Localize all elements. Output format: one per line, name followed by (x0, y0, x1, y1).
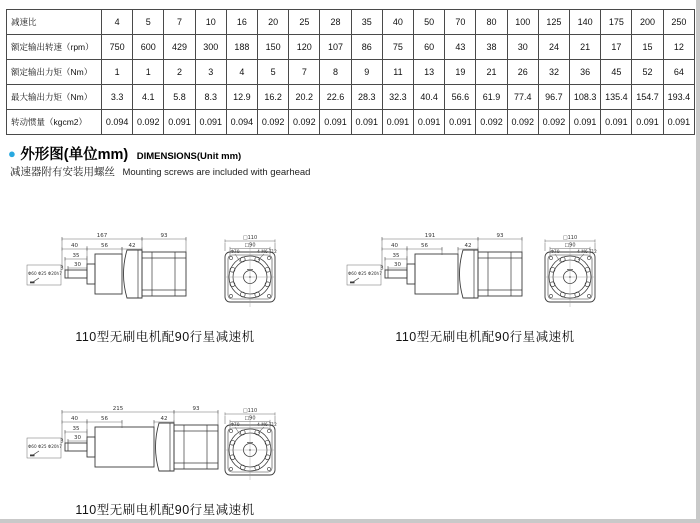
table-cell: 43 (445, 35, 476, 60)
table-cell: 429 (164, 35, 195, 60)
table-cell: 10 (195, 10, 226, 35)
table-cell: 64 (663, 60, 694, 85)
drawing-block-3 (25, 395, 305, 518)
dimension-line (33, 451, 39, 455)
table-cell: 36 (570, 60, 601, 85)
dimension-label: 167 (96, 233, 108, 240)
table-cell: 20.2 (289, 85, 320, 110)
dimension-label: 56 (101, 416, 108, 423)
dimension-label: 40 (391, 243, 398, 250)
dimension-label: 42 (128, 243, 136, 250)
table-row (7, 10, 695, 35)
dimension-label: 35 (72, 426, 80, 433)
table-row (7, 35, 695, 60)
section-title-en: DIMENSIONS(Unit mm) (136, 151, 242, 162)
table-cell: 25 (289, 10, 320, 35)
table-cell: 200 (632, 10, 663, 35)
dimension-label: 40 (71, 243, 78, 250)
dimension-label: 42 (160, 416, 168, 423)
table-cell: 0.091 (382, 110, 413, 135)
table-cell: 16.2 (258, 85, 289, 110)
table-cell: 32.3 (382, 85, 413, 110)
table-cell: 0.091 (164, 110, 195, 135)
motor-body (174, 425, 218, 469)
gearmotor-drawing (25, 395, 305, 499)
table-cell: 125 (538, 10, 569, 35)
screw-holes-label: 4-M6 T12 (577, 249, 597, 254)
table-cell: 4 (226, 60, 257, 85)
table-row (7, 85, 695, 110)
shaft-collar (407, 264, 415, 284)
shaft-diameter-label: Φ60 Φ25 Φ20h7 (348, 271, 382, 276)
screw-holes-label: 4-M6 T12 (257, 249, 277, 254)
table-cell: 0.091 (320, 110, 351, 135)
table-cell: 16 (226, 10, 257, 35)
adapter-flange (124, 250, 143, 298)
table-cell: 11 (382, 60, 413, 85)
dia70-label: Φ70 (230, 250, 240, 255)
row-label: 额定输出力矩（Nm） (7, 60, 102, 85)
dimension-label: 30 (394, 262, 401, 269)
row-label: 最大输出力矩（Nm） (7, 85, 102, 110)
shaft-diameter-label: Φ60 Φ25 Φ20h7 (28, 444, 62, 449)
dimension-label: 42 (464, 243, 472, 250)
drawing-block-1 (25, 222, 305, 345)
dimension-label: 191 (424, 233, 436, 240)
table-cell: 19 (445, 60, 476, 85)
spec-table (6, 9, 695, 135)
dimension-label: 56 (101, 243, 108, 250)
ring-screw-hole (550, 267, 555, 272)
table-cell: 60 (414, 35, 445, 60)
dimension-label: 93 (496, 233, 504, 240)
section-note (10, 162, 310, 180)
table-cell: 135.4 (601, 85, 632, 110)
dimension-label: 215 (112, 406, 124, 413)
table-cell: 0.091 (663, 110, 694, 135)
bullet-icon: ● (8, 146, 16, 161)
table-cell: 80 (476, 10, 507, 35)
gearhead-body (415, 254, 458, 294)
ring-screw-hole (255, 465, 260, 470)
note-en: Mounting screws are included with gearhead (122, 167, 311, 178)
mounting-hole (267, 256, 270, 259)
mounting-hole (587, 256, 590, 259)
ring-screw-hole (585, 267, 590, 272)
table-cell: 108.3 (570, 85, 601, 110)
mounting-hole (587, 294, 590, 297)
table-cell: 17 (601, 35, 632, 60)
dimension-label: 35 (392, 253, 400, 260)
ring-screw-hole (560, 257, 565, 262)
table-cell: 24 (538, 35, 569, 60)
section-header (8, 143, 241, 164)
table-cell: 0.092 (538, 110, 569, 135)
page-edge-bottom (0, 519, 700, 523)
table-cell: 40 (382, 10, 413, 35)
ring-screw-hole (255, 292, 260, 297)
dimension-label: □90 (564, 242, 576, 249)
table-cell: 28 (320, 10, 351, 35)
table-cell: 154.7 (632, 85, 663, 110)
drawing-block-2 (345, 222, 625, 345)
mounting-hole (229, 256, 232, 259)
ring-screw-hole (255, 257, 260, 262)
table-cell: 7 (289, 60, 320, 85)
key-mark (30, 282, 35, 284)
motor-body (142, 252, 186, 296)
table-cell: 12.9 (226, 85, 257, 110)
row-label: 额定输出转速（rpm） (7, 35, 102, 60)
dimension-label: □110 (242, 235, 258, 242)
table-cell: 28.3 (351, 85, 382, 110)
table-cell: 0.092 (133, 110, 164, 135)
mounting-hole (229, 429, 232, 432)
table-cell: 22.6 (320, 85, 351, 110)
table-cell: 0.091 (632, 110, 663, 135)
shaft-collar (87, 437, 95, 457)
table-cell: 7 (164, 10, 195, 35)
table-cell: 175 (601, 10, 632, 35)
note-cn: 减速器附有安装用螺丝 (10, 166, 115, 178)
table-cell: 30 (507, 35, 538, 60)
table-cell: 8 (320, 60, 351, 85)
page-edge-right (696, 0, 700, 523)
gearhead-body (95, 254, 122, 294)
mounting-hole (229, 294, 232, 297)
table-cell: 120 (289, 35, 320, 60)
table-cell: 250 (663, 10, 694, 35)
table-cell: 70 (445, 10, 476, 35)
table-cell: 1 (133, 60, 164, 85)
dia70-label: Φ70 (230, 423, 240, 428)
dimension-label: 3 (380, 265, 384, 272)
table-cell: 15 (632, 35, 663, 60)
table-row (7, 110, 695, 135)
table-cell: 8.3 (195, 85, 226, 110)
section-title-cn: 外形图(单位mm) (20, 147, 129, 163)
table-cell: 188 (226, 35, 257, 60)
ring-screw-hole (240, 257, 245, 262)
table-cell: 38 (476, 35, 507, 60)
table-cell: 61.9 (476, 85, 507, 110)
ring-screw-hole (550, 282, 555, 287)
table-cell: 0.092 (476, 110, 507, 135)
dimension-label: □90 (244, 415, 256, 422)
table-cell: 50 (414, 10, 445, 35)
table-cell: 45 (601, 60, 632, 85)
table-cell: 40.4 (414, 85, 445, 110)
table-cell: 21 (570, 35, 601, 60)
ring-screw-hole (575, 292, 580, 297)
gearmotor-drawing (345, 222, 625, 326)
table-cell: 107 (320, 35, 351, 60)
shaft-diameter-label: Φ60 Φ25 Φ20h7 (28, 271, 62, 276)
dimension-label: □110 (242, 408, 258, 415)
row-label: 减速比 (7, 10, 102, 35)
table-cell: 2 (164, 60, 195, 85)
table-cell: 0.091 (195, 110, 226, 135)
table-cell: 140 (570, 10, 601, 35)
table-cell: 21 (476, 60, 507, 85)
table-cell: 0.094 (102, 110, 133, 135)
dimension-label: 35 (72, 253, 80, 260)
table-cell: 0.092 (507, 110, 538, 135)
table-cell: 20 (258, 10, 289, 35)
table-cell: 32 (538, 60, 569, 85)
motor-body (478, 252, 522, 296)
table-cell: 193.4 (663, 85, 694, 110)
drawing-caption: 110型无刷电机配90行星减速机 (75, 503, 255, 517)
table-cell: 77.4 (507, 85, 538, 110)
table-cell: 5 (258, 60, 289, 85)
dimension-label: 30 (74, 435, 81, 442)
mounting-hole (267, 467, 270, 470)
table-cell: 100 (507, 10, 538, 35)
dimension-label: 93 (192, 406, 200, 413)
key-mark (350, 282, 355, 284)
table-cell: 150 (258, 35, 289, 60)
ring-screw-hole (560, 292, 565, 297)
table-row (7, 60, 695, 85)
table-cell: 12 (663, 35, 694, 60)
adapter-flange (156, 423, 175, 471)
ring-screw-hole (585, 282, 590, 287)
dimension-label: □90 (244, 242, 256, 249)
ring-screw-hole (265, 455, 270, 460)
ring-screw-hole (265, 282, 270, 287)
table-cell: 1 (102, 60, 133, 85)
table-cell: 3.3 (102, 85, 133, 110)
dimension-line (33, 278, 39, 282)
mounting-hole (549, 256, 552, 259)
table-cell: 86 (351, 35, 382, 60)
table-cell: 0.094 (226, 110, 257, 135)
mounting-hole (267, 294, 270, 297)
table-cell: 0.091 (601, 110, 632, 135)
ring-screw-hole (240, 430, 245, 435)
table-cell: 35 (351, 10, 382, 35)
table-cell: 0.092 (289, 110, 320, 135)
table-cell: 0.091 (414, 110, 445, 135)
ring-screw-hole (240, 465, 245, 470)
row-label: 转动惯量（kgcm2） (7, 110, 102, 135)
screw-holes-label: 4-M6 T12 (257, 422, 277, 427)
ring-screw-hole (230, 455, 235, 460)
table-cell: 9 (351, 60, 382, 85)
table-cell: 56.6 (445, 85, 476, 110)
table-cell: 75 (382, 35, 413, 60)
adapter-flange (460, 250, 479, 298)
mounting-hole (229, 467, 232, 470)
table-cell: 0.092 (258, 110, 289, 135)
dimension-label: 3 (60, 438, 64, 445)
table-cell: 750 (102, 35, 133, 60)
table-cell: 600 (133, 35, 164, 60)
ring-screw-hole (230, 282, 235, 287)
dimension-label: □110 (562, 235, 578, 242)
ring-screw-hole (230, 440, 235, 445)
table-cell: 4 (102, 10, 133, 35)
table-cell: 13 (414, 60, 445, 85)
shaft-collar (87, 264, 95, 284)
table-cell: 0.091 (445, 110, 476, 135)
ring-screw-hole (240, 292, 245, 297)
ring-screw-hole (575, 257, 580, 262)
table-cell: 96.7 (538, 85, 569, 110)
table-cell: 0.091 (570, 110, 601, 135)
ring-screw-hole (255, 430, 260, 435)
dimension-label: 40 (71, 416, 78, 423)
table-cell: 5.8 (164, 85, 195, 110)
table-cell: 5 (133, 10, 164, 35)
ring-screw-hole (265, 440, 270, 445)
dimension-label: 3 (60, 265, 64, 272)
dia70-label: Φ70 (550, 250, 560, 255)
table-cell: 52 (632, 60, 663, 85)
dimension-label: 30 (74, 262, 81, 269)
ring-screw-hole (265, 267, 270, 272)
table-cell: 300 (195, 35, 226, 60)
table-cell: 3 (195, 60, 226, 85)
table-cell: 0.091 (351, 110, 382, 135)
mounting-hole (549, 294, 552, 297)
table-cell: 26 (507, 60, 538, 85)
dimension-label: 56 (421, 243, 428, 250)
drawing-caption: 110型无刷电机配90行星减速机 (75, 330, 255, 344)
table-cell: 4.1 (133, 85, 164, 110)
ring-screw-hole (230, 267, 235, 272)
dimension-line (353, 278, 359, 282)
dimension-label: 93 (160, 233, 168, 240)
gearhead-body (95, 427, 154, 467)
gearmotor-drawing (25, 222, 305, 326)
drawing-caption: 110型无刷电机配90行星减速机 (395, 330, 575, 344)
mounting-hole (267, 429, 270, 432)
key-mark (30, 455, 35, 457)
